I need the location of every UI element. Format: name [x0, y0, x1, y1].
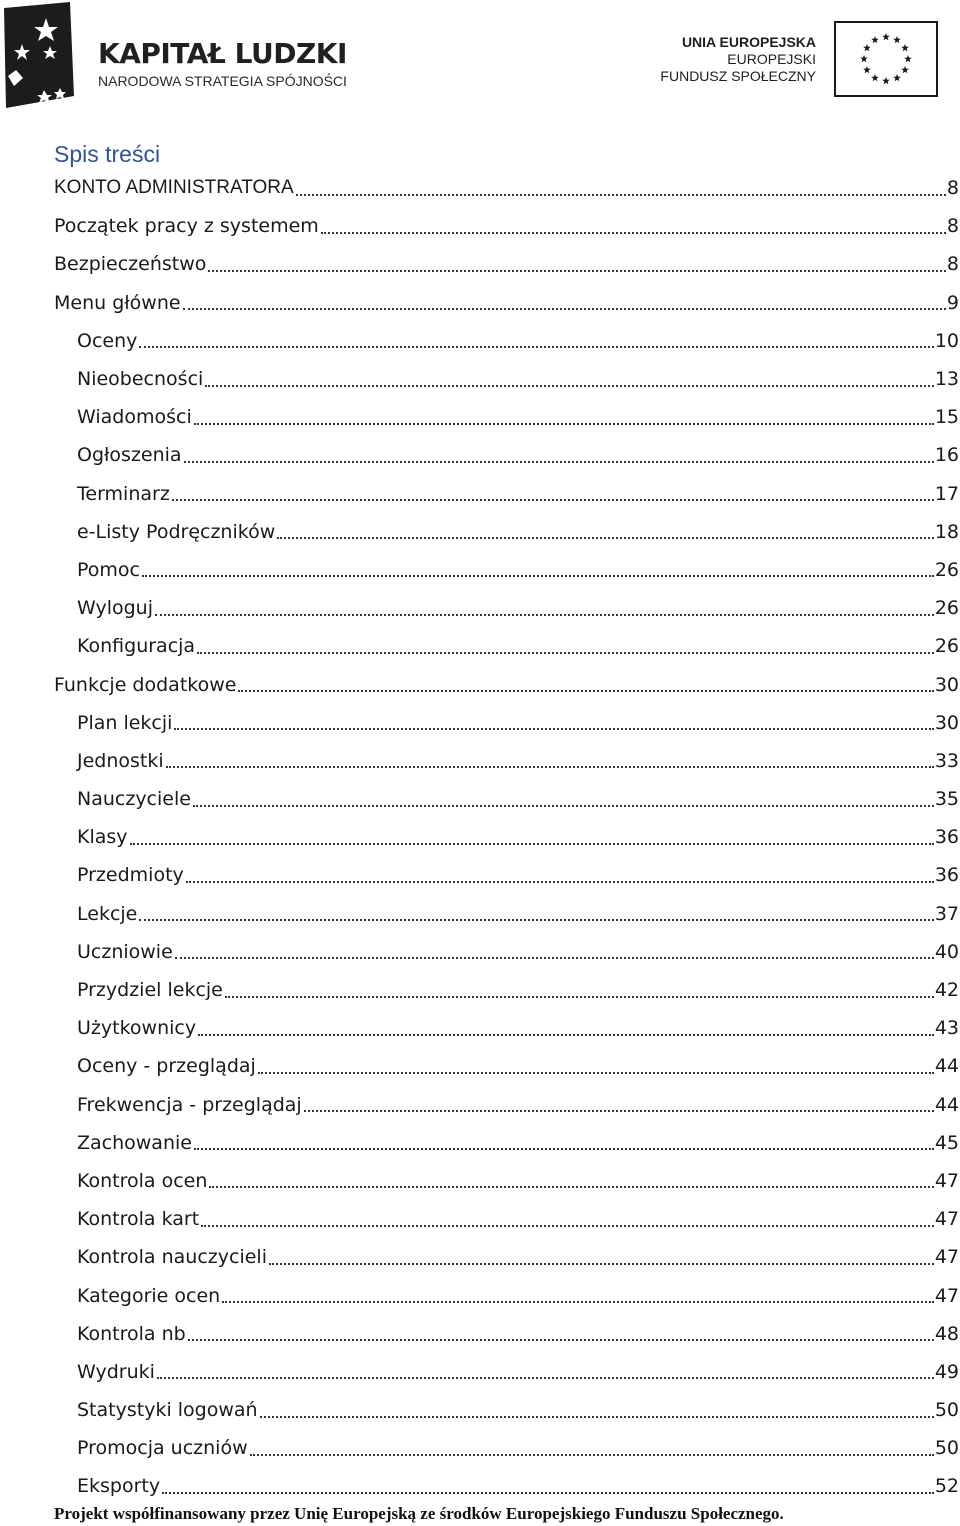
toc-entry-label: Uczniowie [77, 940, 173, 963]
eu-line-european: EUROPEJSKI [727, 51, 816, 67]
toc-dot-leader [139, 900, 933, 921]
toc-entry-page-number: 50 [934, 1399, 959, 1422]
toc-dot-leader [277, 518, 934, 539]
toc-entry-page-number: 48 [934, 1322, 959, 1345]
toc-entry-page-number: 30 [934, 711, 959, 734]
toc-dot-leader [194, 1129, 934, 1150]
toc-entry-page-number: 36 [934, 826, 959, 849]
toc-entry[interactable] [54, 1047, 959, 1085]
toc-entry-label: Eksporty [77, 1475, 161, 1498]
toc-entry-label: Frekwencja - przeglądaj [77, 1093, 302, 1116]
eu-flag-icon [834, 21, 938, 97]
toc-entry[interactable] [54, 780, 959, 818]
toc-entry[interactable] [54, 589, 959, 627]
toc-entry-page-number: 13 [934, 368, 959, 391]
table-of-contents [54, 169, 959, 1506]
eu-wordmark [656, 34, 816, 85]
toc-entry-label: Statystyki logowań [77, 1399, 258, 1422]
toc-entry-label: Kategorie ocen [77, 1284, 221, 1307]
toc-dot-leader [260, 1397, 934, 1418]
toc-entry[interactable] [54, 742, 959, 780]
toc-entry-label: Pomoc [77, 558, 140, 581]
toc-dot-leader [193, 786, 934, 807]
toc-dot-leader [198, 1015, 934, 1036]
toc-entry-label: Ogłoszenia [77, 444, 182, 467]
toc-entry-page-number: 43 [934, 1017, 959, 1040]
toc-entry[interactable] [54, 475, 959, 513]
toc-entry-label: Klasy [77, 826, 128, 849]
toc-entry-page-number: 35 [934, 788, 959, 811]
toc-entry[interactable] [54, 1200, 959, 1238]
toc-entry-page-number: 10 [934, 329, 959, 352]
toc-dot-leader [296, 175, 946, 196]
toc-entry[interactable] [54, 1238, 959, 1276]
toc-entry-page-number: 45 [934, 1131, 959, 1154]
toc-dot-leader [157, 1358, 934, 1379]
toc-entry-page-number: 47 [934, 1208, 959, 1231]
toc-entry-label: Początek pracy z systemem [54, 215, 319, 238]
toc-entry[interactable] [54, 971, 959, 1009]
toc-dot-leader [186, 862, 934, 883]
toc-entry-label: e-Listy Podręczników [77, 520, 276, 543]
toc-entry-page-number: 40 [934, 940, 959, 963]
toc-entry-label: Oceny - przeglądaj [77, 1055, 256, 1078]
toc-entry[interactable] [54, 1162, 959, 1200]
toc-entry-page-number: 17 [934, 482, 959, 505]
toc-dot-leader [269, 1244, 934, 1265]
toc-dot-leader [304, 1091, 934, 1112]
eu-line-union: UNIA EUROPEJSKA [681, 34, 816, 50]
toc-dot-leader [209, 1167, 933, 1188]
toc-entry-page-number: 8 [946, 253, 959, 276]
page-footer: Projekt współfinansowany przez Unię Europejską ze środków Europejskiego Funduszu Społecznego. [54, 1504, 784, 1523]
toc-entry-page-number: 47 [934, 1284, 959, 1307]
toc-dot-leader [208, 251, 946, 272]
toc-entry-label: Funkcje dodatkowe [54, 673, 237, 696]
toc-entry-label: Bezpieczeństwo [54, 253, 207, 276]
toc-entry-label: Kontrola kart [77, 1208, 200, 1231]
toc-entry[interactable] [54, 1315, 959, 1353]
toc-entry-label: Przedmioty [77, 864, 184, 887]
toc-entry[interactable] [54, 1467, 959, 1505]
toc-entry-page-number: 16 [934, 444, 959, 467]
toc-entry-page-number: 52 [934, 1475, 959, 1498]
toc-entry[interactable] [54, 933, 959, 971]
toc-entry-page-number: 42 [934, 979, 959, 1002]
toc-entry-page-number: 9 [946, 291, 959, 314]
toc-entry-label: Menu główne [54, 291, 181, 314]
toc-dot-leader [321, 213, 946, 234]
toc-entry-page-number: 26 [934, 597, 959, 620]
toc-entry-label: Zachowanie [77, 1131, 192, 1154]
kapital-ludzki-subtitle: NARODOWA STRATEGIA SPÓJNOŚCI [98, 73, 347, 89]
toc-entry-label: Terminarz [77, 482, 170, 505]
toc-entry-page-number: 26 [934, 558, 959, 581]
toc-dot-leader [222, 1282, 934, 1303]
toc-entry-label: Konfiguracja [77, 635, 196, 658]
toc-dot-leader [250, 1435, 934, 1456]
toc-entry-page-number: 8 [946, 215, 959, 238]
toc-dot-leader [197, 633, 934, 654]
toc-dot-leader [162, 1473, 934, 1494]
toc-dot-leader [174, 709, 933, 730]
toc-dot-leader [201, 1206, 934, 1227]
toc-entry-page-number: 44 [934, 1055, 959, 1078]
toc-dot-leader [205, 366, 934, 387]
toc-entry[interactable] [54, 360, 959, 398]
toc-entry[interactable] [54, 665, 959, 703]
toc-heading: Spis treści [54, 141, 161, 167]
toc-entry[interactable] [54, 513, 959, 551]
toc-dot-leader [139, 327, 933, 348]
toc-dot-leader [225, 977, 934, 998]
toc-entry-label: Oceny [77, 329, 138, 352]
toc-dot-leader [166, 747, 934, 768]
toc-entry-label: Kontrola nb [77, 1322, 186, 1345]
toc-entry-page-number: 50 [934, 1437, 959, 1460]
toc-entry-page-number: 30 [934, 673, 959, 696]
toc-entry-label: Nieobecności [77, 368, 204, 391]
kapital-ludzki-title: KAPITAŁ LUDZKI [98, 37, 347, 70]
toc-entry-page-number: 15 [934, 406, 959, 429]
toc-entry[interactable] [54, 856, 959, 894]
toc-entry[interactable] [54, 551, 959, 589]
toc-entry-label: Nauczyciele [77, 788, 191, 811]
toc-dot-leader [142, 556, 934, 577]
toc-dot-leader [183, 289, 946, 310]
toc-dot-leader [175, 938, 934, 959]
toc-entry-label: Plan lekcji [77, 711, 173, 734]
toc-entry[interactable] [54, 1009, 959, 1047]
toc-entry[interactable] [54, 1124, 959, 1162]
toc-entry[interactable] [54, 322, 959, 360]
toc-entry[interactable] [54, 895, 959, 933]
toc-entry[interactable] [54, 245, 959, 283]
toc-entry-label: Wyloguj [77, 597, 153, 620]
toc-entry-page-number: 44 [934, 1093, 959, 1116]
toc-entry-page-number: 49 [934, 1360, 959, 1383]
toc-entry-page-number: 37 [934, 902, 959, 925]
toc-dot-leader [130, 824, 934, 845]
toc-entry[interactable] [54, 818, 959, 856]
page-header [0, 0, 960, 112]
toc-entry-page-number: 8 [946, 177, 959, 200]
toc-dot-leader [155, 595, 934, 616]
toc-dot-leader [238, 671, 933, 692]
toc-entry[interactable] [54, 398, 959, 436]
toc-dot-leader [194, 404, 934, 425]
toc-entry-page-number: 26 [934, 635, 959, 658]
toc-entry-label: Użytkownicy [77, 1017, 197, 1040]
toc-entry[interactable] [54, 284, 959, 322]
eu-line-social-fund: FUNDUSZ SPOŁECZNY [660, 68, 816, 84]
toc-entry-label: Wiadomości [77, 406, 192, 429]
toc-dot-leader [188, 1320, 934, 1341]
toc-dot-leader [172, 480, 934, 501]
toc-entry[interactable] [54, 704, 959, 742]
toc-dot-leader [184, 442, 934, 463]
toc-dot-leader [258, 1053, 934, 1074]
toc-entry-label: Jednostki [77, 749, 164, 772]
kapital-ludzki-wordmark [98, 38, 347, 90]
toc-entry[interactable] [54, 1276, 959, 1314]
toc-entry-page-number: 33 [934, 749, 959, 772]
toc-entry-label: Kontrola nauczycieli [77, 1246, 267, 1269]
toc-entry-label: Wydruki [77, 1360, 155, 1383]
toc-entry[interactable] [54, 1391, 959, 1429]
toc-entry-page-number: 36 [934, 864, 959, 887]
toc-entry[interactable] [54, 1429, 959, 1467]
toc-entry-page-number: 18 [934, 520, 959, 543]
toc-entry[interactable] [54, 1353, 959, 1391]
toc-entry-label: Promocja uczniów [77, 1437, 248, 1460]
toc-entry-label: Lekcje [77, 902, 138, 925]
toc-entry[interactable] [54, 436, 959, 474]
toc-entry-label: KONTO ADMINISTRATORA [54, 177, 294, 199]
toc-entry[interactable] [54, 207, 959, 245]
toc-entry-label: Kontrola ocen [77, 1169, 208, 1192]
toc-entry[interactable] [54, 169, 959, 207]
toc-entry-label: Przydziel lekcje [77, 979, 223, 1002]
kapital-ludzki-logo-icon [0, 0, 80, 112]
toc-entry-page-number: 47 [934, 1246, 959, 1269]
toc-entry[interactable] [54, 1086, 959, 1124]
toc-entry[interactable] [54, 627, 959, 665]
toc-entry-page-number: 47 [934, 1169, 959, 1192]
